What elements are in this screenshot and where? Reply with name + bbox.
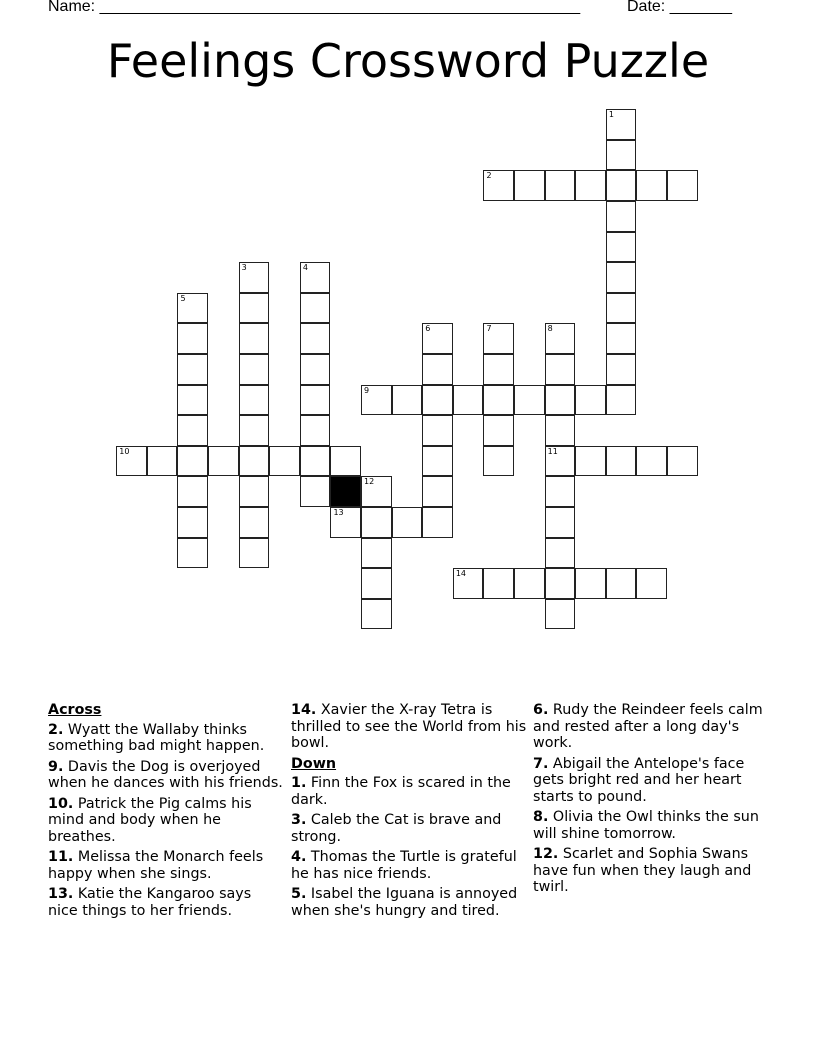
grid-cell[interactable]: [422, 507, 453, 538]
clue-down-1: 1. Finn the Fox is scared in the dark.: [291, 775, 511, 808]
clue-number: 14: [455, 569, 467, 579]
grid-cell[interactable]: [330, 507, 361, 538]
grid-cell[interactable]: [636, 446, 667, 477]
grid-cell[interactable]: [606, 354, 637, 385]
clue-number: 4: [302, 263, 308, 273]
grid-cell[interactable]: [514, 385, 545, 416]
grid-cell[interactable]: [667, 170, 698, 201]
clue-number: 12: [364, 477, 375, 487]
grid-cell[interactable]: [147, 446, 178, 477]
grid-cell[interactable]: [239, 538, 270, 569]
grid-cell[interactable]: [177, 354, 208, 385]
grid-cell[interactable]: [361, 385, 392, 416]
grid-cell[interactable]: [361, 599, 392, 630]
grid-cell[interactable]: [239, 354, 270, 385]
grid-cell[interactable]: [606, 109, 637, 140]
grid-cell[interactable]: [606, 446, 637, 477]
grid-cell[interactable]: [606, 323, 637, 354]
grid-cell[interactable]: [330, 446, 361, 477]
clue-column-2: [291, 702, 527, 923]
grid-cell[interactable]: [361, 568, 392, 599]
clue-number: 5: [180, 293, 186, 303]
black-cell: [330, 476, 361, 507]
grid-cell[interactable]: [575, 170, 606, 201]
clue-down-12: 12. Scarlet and Sophia Swans have fun when they laugh and twirl.: [533, 846, 752, 895]
grid-cell[interactable]: [606, 568, 637, 599]
grid-cell[interactable]: [422, 415, 453, 446]
grid-cell[interactable]: [239, 385, 270, 416]
grid-cell[interactable]: [545, 568, 576, 599]
clue-across-2: 2. Wyatt the Wallaby thinks something bad might happen.: [48, 721, 265, 754]
grid-cell[interactable]: [300, 323, 331, 354]
grid-cell[interactable]: [300, 385, 331, 416]
grid-cell[interactable]: [545, 385, 576, 416]
grid-cell[interactable]: [177, 538, 208, 569]
grid-cell[interactable]: [239, 446, 270, 477]
grid-cell[interactable]: [545, 415, 576, 446]
grid-cell[interactable]: [361, 538, 392, 569]
down-heading: Down: [291, 755, 337, 772]
grid-cell[interactable]: [483, 446, 514, 477]
grid-cell[interactable]: [606, 262, 637, 293]
clue-number: 2: [486, 171, 492, 181]
grid-cell[interactable]: [606, 293, 637, 324]
grid-cell[interactable]: [177, 476, 208, 507]
grid-cell[interactable]: [545, 599, 576, 630]
grid-cell[interactable]: [208, 446, 239, 477]
grid-cell[interactable]: [545, 170, 576, 201]
grid-cell[interactable]: [667, 446, 698, 477]
grid-cell[interactable]: [361, 507, 392, 538]
grid-cell[interactable]: [177, 446, 208, 477]
clue-down-7: 7. Abigail the Antelope's face gets bright red and her heart starts to pound.: [533, 755, 745, 805]
grid-cell[interactable]: [545, 323, 576, 354]
grid-cell[interactable]: [483, 385, 514, 416]
clue-number: 3: [241, 263, 247, 273]
clue-down-6: 6. Rudy the Reindeer feels calm and rested after a long day's work.: [533, 702, 763, 751]
grid-cell[interactable]: [300, 354, 331, 385]
grid-cell[interactable]: [483, 323, 514, 354]
grid-cell[interactable]: [177, 323, 208, 354]
grid-cell[interactable]: [453, 385, 484, 416]
clue-number: 8: [547, 324, 553, 334]
clue-down-5: 5. Isabel the Iguana is annoyed when she's hungry and tired.: [291, 886, 518, 919]
clue-down-3: 3. Caleb the Cat is brave and strong.: [291, 812, 502, 845]
grid-cell[interactable]: [177, 293, 208, 324]
grid-cell[interactable]: [545, 354, 576, 385]
grid-cell[interactable]: [361, 476, 392, 507]
grid-cell[interactable]: [575, 446, 606, 477]
grid-cell[interactable]: [422, 385, 453, 416]
clue-down-4: 4. Thomas the Turtle is grateful he has nice friends.: [291, 849, 517, 882]
grid-cell[interactable]: [483, 568, 514, 599]
date-field-label: Date: _______: [627, 0, 732, 15]
clue-down-8: 8. Olivia the Owl thinks the sun will shine tomorrow.: [533, 809, 759, 842]
clue-number: 6: [425, 324, 431, 334]
clue-number: 9: [364, 385, 370, 395]
clue-number: 13: [333, 508, 344, 518]
clue-number: 11: [547, 446, 558, 456]
name-field-label: Name: ______________________________________________________: [48, 0, 581, 15]
grid-cell[interactable]: [514, 568, 545, 599]
clue-across-14: 14. Xavier the X-ray Tetra is thrilled to see the World from his bowl.: [291, 702, 527, 751]
grid-cell[interactable]: [300, 262, 331, 293]
grid-cell[interactable]: [300, 446, 331, 477]
grid-cell[interactable]: [636, 568, 667, 599]
clue-across-13: 13. Katie the Kangaroo says nice things to her friends.: [48, 886, 252, 919]
grid-cell[interactable]: [606, 385, 637, 416]
grid-cell[interactable]: [177, 385, 208, 416]
grid-cell[interactable]: [239, 323, 270, 354]
grid-cell[interactable]: [545, 507, 576, 538]
grid-cell[interactable]: [239, 262, 270, 293]
grid-cell[interactable]: [392, 507, 423, 538]
grid-cell[interactable]: [300, 293, 331, 324]
clue-number: 1: [608, 110, 614, 120]
clue-across-9: 9. Davis the Dog is overjoyed when he dances with his friends.: [48, 758, 283, 791]
grid-cell[interactable]: [422, 354, 453, 385]
grid-cell[interactable]: [545, 538, 576, 569]
grid-cell[interactable]: [239, 293, 270, 324]
grid-cell[interactable]: [483, 354, 514, 385]
clue-across-11: 11. Melissa the Monarch feels happy when she sings.: [48, 849, 264, 882]
grid-cell[interactable]: [636, 170, 667, 201]
grid-cell[interactable]: [300, 476, 331, 507]
grid-cell[interactable]: [422, 476, 453, 507]
grid-cell[interactable]: [392, 385, 423, 416]
grid-cell[interactable]: [545, 476, 576, 507]
grid-cell[interactable]: [422, 446, 453, 477]
clue-number: 7: [486, 324, 492, 334]
clue-across-10: 10. Patrick the Pig calms his mind and body when he breathes.: [48, 795, 252, 845]
grid-cell[interactable]: [453, 568, 484, 599]
grid-cell[interactable]: [177, 415, 208, 446]
clue-column-3: [533, 702, 769, 900]
page-title: Feelings Crossword Puzzle: [106, 34, 710, 88]
grid-cell[interactable]: [483, 415, 514, 446]
grid-cell[interactable]: [239, 476, 270, 507]
grid-cell[interactable]: [239, 507, 270, 538]
grid-cell[interactable]: [545, 446, 576, 477]
grid-cell[interactable]: [606, 140, 637, 171]
grid-cell[interactable]: [116, 446, 147, 477]
grid-cell[interactable]: [300, 415, 331, 446]
grid-cell[interactable]: [177, 507, 208, 538]
grid-cell[interactable]: [239, 415, 270, 446]
grid-cell[interactable]: [575, 568, 606, 599]
grid-cell[interactable]: [514, 170, 545, 201]
grid-cell[interactable]: [606, 232, 637, 263]
grid-cell[interactable]: [269, 446, 300, 477]
across-heading: Across: [48, 702, 102, 718]
clue-number: 10: [119, 446, 130, 456]
grid-cell[interactable]: [422, 323, 453, 354]
grid-cell[interactable]: [575, 385, 606, 416]
clue-column-1: [48, 702, 284, 923]
grid-cell[interactable]: [606, 201, 637, 232]
grid-cell[interactable]: [483, 170, 514, 201]
grid-cell[interactable]: [606, 170, 637, 201]
